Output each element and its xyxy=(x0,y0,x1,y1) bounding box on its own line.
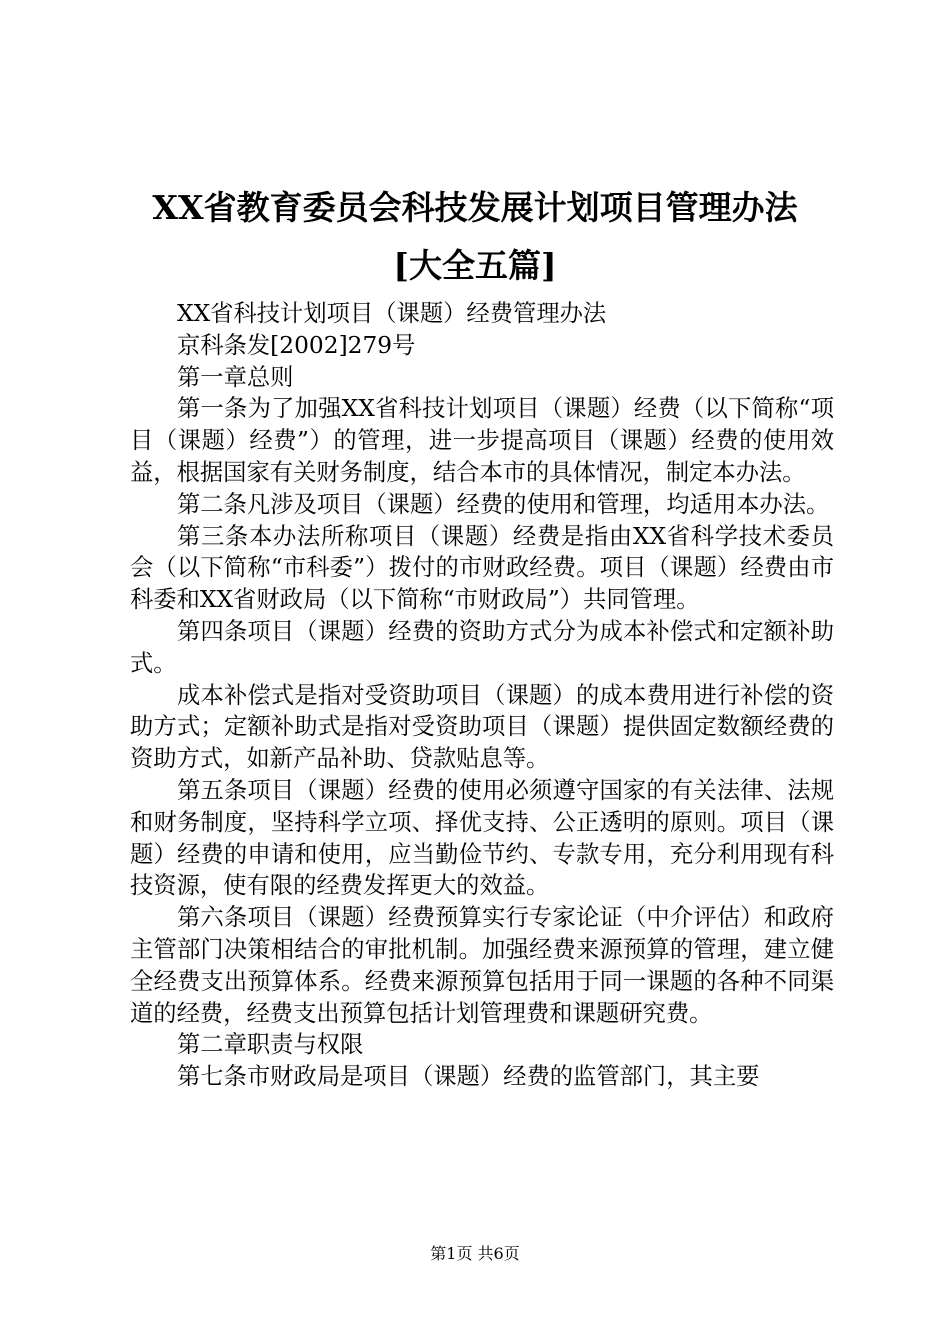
paragraph-article-5: 第五条项目（课题）经费的使用必须遵守国家的有关法律、法规和财务制度，坚持科学立项、择优支持、公正透明的原则。项目（课题）经费的申请和使用，应当勤俭节约、专款专用，充分利用现有科技资源，使有限的经费发挥更大的效益。 xyxy=(130,776,834,900)
document-title-line-2: [大全五篇] xyxy=(393,246,557,285)
paragraph-article-3: 第三条本办法所称项目（课题）经费是指由XX省科学技术委员会（以下简称“市科委”）拨付的市财政经费。项目（课题）经费由市科委和XX省财政局（以下简称“市财政局”）共同管理。 xyxy=(130,522,834,614)
paragraph-article-7: 第七条市财政局是项目（课题）经费的监管部门，其主要 xyxy=(177,1063,760,1091)
chapter-heading-2: 第二章职责与权限 xyxy=(177,1031,364,1059)
paragraph-article-2: 第二条凡涉及项目（课题）经费的使用和管理，均适用本办法。 xyxy=(177,490,830,518)
paragraph-article-4-detail: 成本补偿式是指对受资助项目（课题）的成本费用进行补偿的资助方式；定额补助式是指对受资助项目（课题）提供固定数额经费的资助方式，如新产品补助、贷款贴息等。 xyxy=(130,681,834,773)
paragraph-subtitle: XX省科技计划项目（课题）经费管理办法 xyxy=(177,300,607,327)
paragraph-article-1: 第一条为了加强XX省科技计划项目（课题）经费（以下简称“项目（课题）经费”）的管理，进一步提高项目（课题）经费的使用效益，根据国家有关财务制度，结合本市的具体情况，制定本办法。 xyxy=(130,395,834,486)
paragraph-article-4: 第四条项目（课题）经费的资助方式分为成本补偿式和定额补助式。 xyxy=(130,617,834,677)
paragraph-article-6: 第六条项目（课题）经费预算实行专家论证（中介评估）和政府主管部门决策相结合的审批机制。加强经费来源预算的管理，建立健全经费支出预算体系。经费来源预算包括用于同一课题的各种不同渠道的经费，经费支出预算包括计划管理费和课题研究费。 xyxy=(130,904,834,1027)
chapter-heading-1: 第一章总则 xyxy=(177,363,294,391)
paragraph-doc-number: 京科条发[2002]279号 xyxy=(177,331,416,359)
document-title-line-1: XX省教育委员会科技发展计划项目管理办法 xyxy=(152,188,798,227)
document-body xyxy=(130,298,834,1093)
page-footer: 第1页 共6页 xyxy=(430,1244,520,1263)
